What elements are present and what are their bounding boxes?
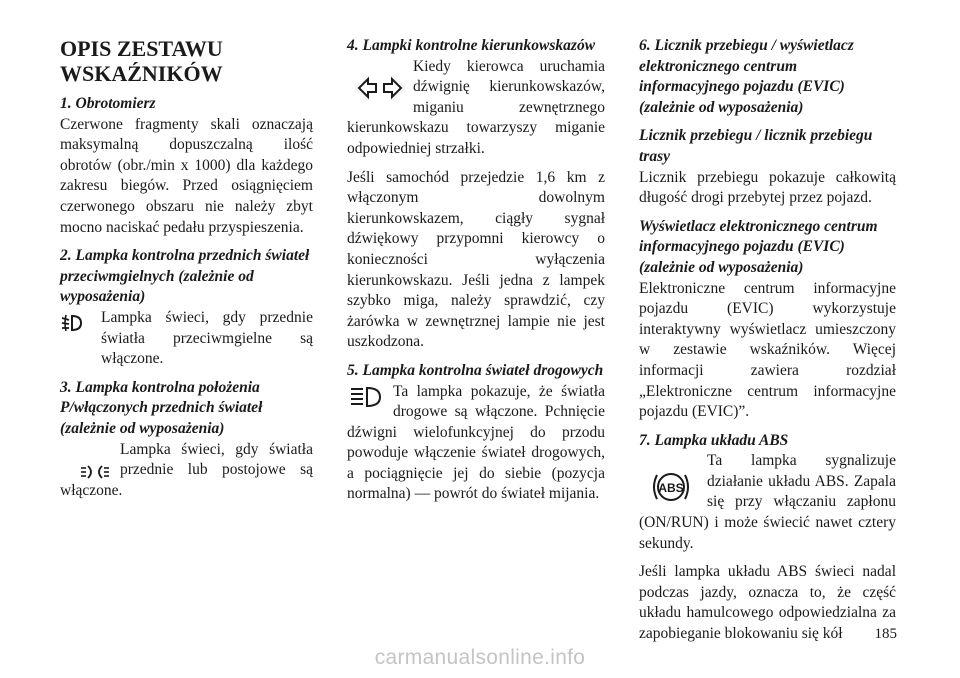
- page-title: OPIS ZESTAWU WSKAŹNIKÓW: [60, 36, 223, 86]
- watermark: carmanualsonline.info: [374, 646, 586, 669]
- page-number: 185: [874, 626, 897, 642]
- column-3: [639, 36, 896, 653]
- high-beam-icon: [349, 386, 383, 408]
- section-4-body-2: Jeśli samochód przejedzie 1,6 km z włączonym dowolnym kierunkowskazem, ciągły sygnał dźwiękowy przypomni kierowcy o konieczności wyłączenia kierunkowskazu. Jeśli jedna z lampek szybko miga, należy sprawdzić, czy żarówka w zewnętrznej lampie nie jest uszkodzona.: [347, 168, 605, 351]
- section-3-heading: 3. Lampka kontrolna położenia P/włączonych przednich świateł (zależnie od wyposażenia): [60, 378, 263, 437]
- abs-icon-label: ABS: [658, 481, 684, 496]
- section-4-heading: 4. Lampki kontrolne kierunkowskazów: [347, 37, 596, 54]
- section-4-body: Kiedy kierowca uruchamia dźwignię kierunkowskazów, miganiu zewnętrznego kierunkowskazu towarzyszy miganie odpowiedniej strzałki.: [347, 57, 605, 157]
- section-5-body: Ta lampka pokazuje, że światła drogowe są włączone. Pchnięcie dźwigni wielofunkcyjnej do przodu powoduje włączenie świateł drogowych, a pociągnięcie jej do siebie (pozycja normalna) — powrót do świateł mijania.: [347, 382, 605, 503]
- section-1-heading: 1. Obrotomierz: [60, 95, 156, 112]
- section-2-body: Lampka świeci, gdy przednie światła przeciwmgielne są włączone.: [101, 308, 313, 368]
- section-3-body: Lampka świeci, gdy światła przednie lub postojowe są włączone.: [60, 440, 313, 499]
- turn-signal-arrows-icon: [357, 75, 403, 101]
- section-1-body: Czerwone fragmenty skali oznaczają maksymalną dopuszczalną ilość obrotów (obr./min x 1000) dla każdego zakresu biegów. Przed osiągnięciem czerwonego obszaru nie należy zbyt mocno naciskać pedału przyspieszenia.: [60, 115, 313, 236]
- front-fog-light-icon: [60, 314, 84, 332]
- section-6-sub-heading-1: Licznik przebiegu / licznik przebiegu trasy: [639, 127, 873, 165]
- column-2: [347, 36, 605, 513]
- section-7-body: Ta lampka sygnalizuje działanie układu ABS. Zapala się przy włączaniu zapłonu (ON/RUN) i może świecić nawet cztery sekundy.: [639, 452, 896, 552]
- section-7-heading: 7. Lampka układu ABS: [639, 431, 789, 449]
- section-7-body-2: Jeśli lampka układu ABS świeci nadal podczas jazdy, oznacza to, że część układu hamulcowego odpowiedzialna za zapobieganie blokowaniu się kół: [639, 563, 896, 643]
- section-6-body-1: Licznik przebiegu pokazuje całkowitą długość drogi przebytej przez pojazd.: [639, 168, 896, 207]
- section-6-sub-heading-2: Wyświetlacz elektronicznego centrum informacyjnego pojazdu (EVIC) (zależnie od wyposażenia): [639, 217, 878, 276]
- section-6-heading: 6. Licznik przebiegu / wyświetlacz elektronicznego centrum informacyjnego pojazdu (EVIC) (zależnie od wyposażenia): [639, 37, 854, 116]
- section-6-body-2: Elektroniczne centrum informacyjne pojazdu (EVIC) wykorzystuje interaktywny wyświetlacz umieszczony w zestawie wskaźników. Więcej informacji zawiera rozdział „Elektroniczne centrum informacyjne pojazdu (EVIC)”.: [639, 279, 896, 421]
- section-5-heading: 5. Lampka kontrolna świateł drogowych: [347, 361, 604, 379]
- section-2-heading: 2. Lampka kontrolna przednich świateł przeciwmgielnych (zależnie od wyposażenia): [60, 247, 310, 306]
- column-1: [60, 36, 313, 509]
- parking-lights-icon: [80, 464, 110, 480]
- abs-warning-icon: [649, 469, 693, 505]
